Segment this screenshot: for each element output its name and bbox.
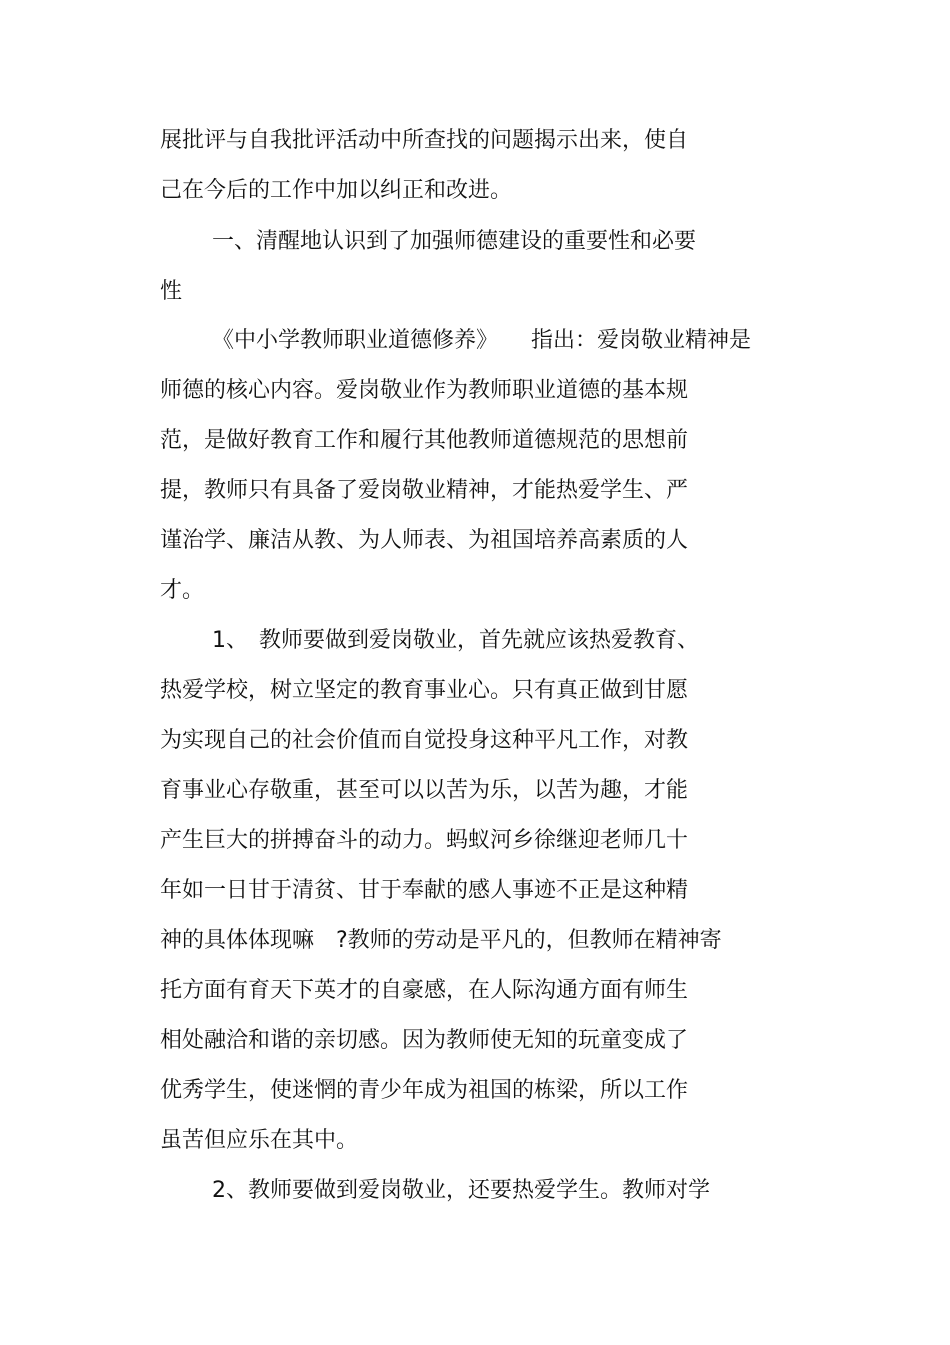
text-line: 优秀学生，使迷惘的青少年成为祖国的栋梁，所以工作: [160, 1078, 689, 1103]
text-line: 1、 教师要做到爱岗敬业，首先就应该热爱教育、: [212, 628, 699, 653]
text-line: 虽苦但应乐在其中。: [160, 1128, 359, 1153]
text-line: 提，教师只有具备了爱岗敬业精神，才能热爱学生、严: [160, 478, 689, 503]
text-line: 师德的核心内容。爱岗敬业作为教师职业道德的基本规: [160, 378, 689, 403]
text-line: 2、教师要做到爱岗敬业，还要热爱学生。教师对学: [212, 1178, 710, 1203]
text-line: 《中小学教师职业道德修养》 指出：爱岗敬业精神是: [212, 328, 752, 353]
text-line: 热爱学校，树立坚定的教育事业心。只有真正做到甘愿: [160, 678, 689, 703]
text-line: 才。: [160, 578, 205, 603]
text-line: 神的具体体现嘛 ?教师的劳动是平凡的，但教师在精神寄: [160, 928, 722, 953]
text-line: 年如一日甘于清贫、甘于奉献的感人事迹不正是这种精: [160, 878, 689, 903]
text-line: 育事业心存敬重，甚至可以以苦为乐，以苦为趣，才能: [160, 778, 689, 803]
section-heading-line: 一、清醒地认识到了加强师德建设的重要性和必要: [212, 229, 697, 254]
text-line: 相处融洽和谐的亲切感。因为教师使无知的玩童变成了: [160, 1028, 689, 1053]
section-heading-line: 性: [160, 279, 183, 304]
text-line: 为实现自己的社会价值而自觉投身这种平凡工作，对教: [160, 728, 689, 753]
text-line: 托方面有育天下英才的自豪感，在人际沟通方面有师生: [160, 978, 689, 1003]
text-line: 产生巨大的拼搏奋斗的动力。蚂蚁河乡徐继迎老师几十: [160, 828, 689, 853]
text-line: 己在今后的工作中加以纠正和改进。: [160, 178, 513, 203]
text-line: 范，是做好教育工作和履行其他教师道德规范的思想前: [160, 428, 689, 453]
text-line: 谨治学、廉洁从教、为人师表、为祖国培养高素质的人: [160, 528, 689, 553]
text-line: 展批评与自我批评活动中所查找的问题揭示出来，使自: [160, 128, 689, 153]
